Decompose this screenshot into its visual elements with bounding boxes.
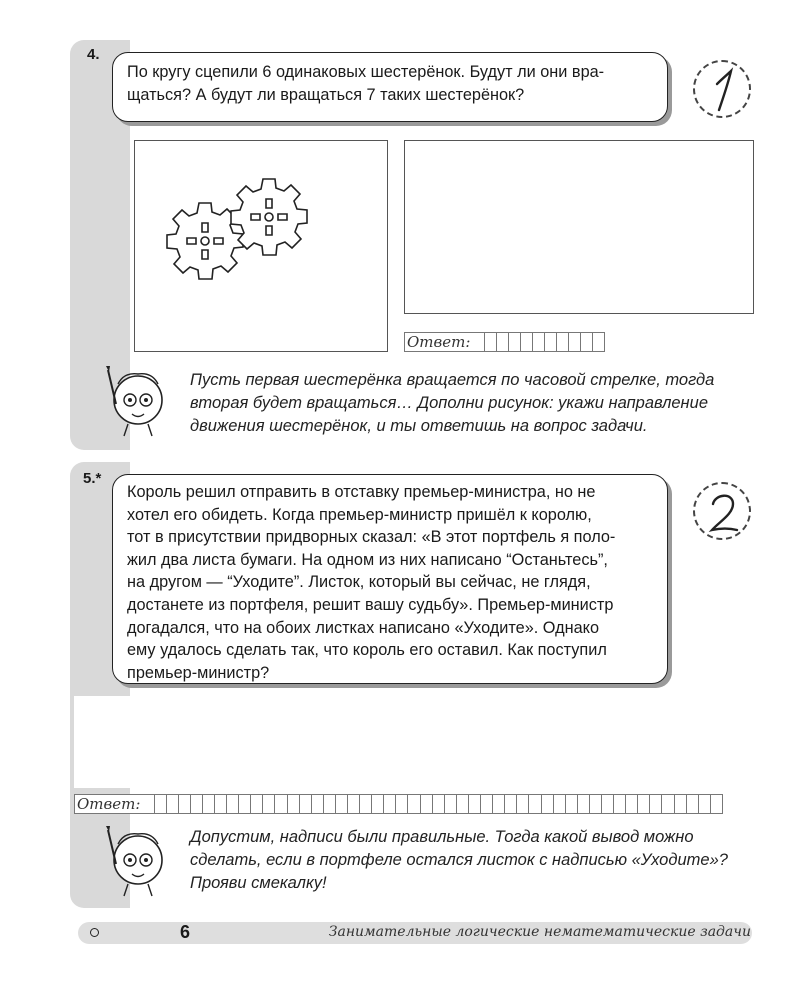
answer-cell[interactable] (142, 794, 154, 814)
answer-cell[interactable] (545, 332, 557, 352)
answer-cell[interactable] (336, 794, 348, 814)
answer-cell[interactable] (566, 794, 578, 814)
answer-cell[interactable] (554, 794, 566, 814)
answer-cell[interactable] (227, 794, 239, 814)
answer-cell[interactable] (578, 794, 590, 814)
answer-cell[interactable] (662, 794, 674, 814)
answer-cell[interactable] (497, 332, 509, 352)
answer-cell[interactable] (191, 794, 203, 814)
answer-cell[interactable] (275, 794, 287, 814)
answer-cell[interactable] (372, 794, 384, 814)
task-5-text-line: на другом — “Уходите”. Листок, который вы сейчас, не глядя, (127, 573, 591, 592)
answer-cell[interactable] (626, 794, 638, 814)
mascot-icon (94, 360, 174, 440)
answer-cell[interactable] (675, 794, 687, 814)
task-5-text-line: премьер-министр? (127, 663, 270, 682)
answer-cell[interactable] (569, 332, 581, 352)
answer-cell[interactable] (521, 332, 533, 352)
answer-cell[interactable] (529, 794, 541, 814)
answer-cell[interactable] (384, 794, 396, 814)
task-5-hint-line-2: сделать, если в портфеле остался листок с надписью «Уходите»? (190, 851, 728, 869)
gear-drawing-frame (134, 140, 388, 352)
task-4-hint-line-3: движения шестерёнок, и ты ответишь на вопрос задачи. (190, 417, 648, 435)
answer-cell[interactable] (581, 332, 593, 352)
task-5-hint (190, 826, 765, 895)
task-4-hint (190, 369, 760, 438)
answer-cell[interactable] (533, 332, 545, 352)
answer-cell[interactable] (396, 794, 408, 814)
answer-cell[interactable] (408, 794, 420, 814)
footer-book-title: Занимательные логические нематематические задачи (328, 924, 751, 940)
answer-cell[interactable] (481, 794, 493, 814)
answer-cell[interactable] (167, 794, 179, 814)
task-5-hint-line-1: Допустим, надписи были правильные. Тогда какой вывод можно (190, 828, 694, 846)
answer-cell[interactable] (203, 794, 215, 814)
circle-bullet-icon (90, 928, 99, 937)
answer-cell[interactable] (593, 332, 605, 352)
answer-cell[interactable] (493, 794, 505, 814)
task-5-text-line: жил два листа бумаги. На одном из них написано “Останьтесь”, (127, 550, 608, 569)
task-5-text-line: ему удалось сделать так, что король его оставил. Как поступил (127, 641, 607, 660)
answer-cell[interactable] (348, 794, 360, 814)
answer-cell[interactable] (457, 794, 469, 814)
answer-cell[interactable] (179, 794, 191, 814)
answer-cell[interactable] (505, 794, 517, 814)
answer-cell[interactable] (312, 794, 324, 814)
drawing-area[interactable] (404, 140, 754, 314)
answer-cell[interactable] (602, 794, 614, 814)
answer-cell[interactable] (469, 794, 481, 814)
task-5-answer-field[interactable] (74, 794, 723, 814)
task-5-text-line: тот в присутствии придворных сказал: «В этот портфель я поло- (127, 528, 616, 547)
answer-cell[interactable] (638, 794, 650, 814)
answer-cell[interactable] (557, 332, 569, 352)
task-5-question (112, 474, 668, 684)
task-5-level-badge (693, 482, 751, 540)
answer-cell[interactable] (472, 332, 484, 352)
answer-cell[interactable] (288, 794, 300, 814)
answer-cell[interactable] (509, 332, 521, 352)
task-4-text-line-2: щаться? А будут ли вращаться 7 таких шестерёнок? (127, 85, 525, 104)
answer-cell[interactable] (239, 794, 251, 814)
answer-cell[interactable] (215, 794, 227, 814)
task-4-number: 4. (87, 46, 100, 63)
answer-cell[interactable] (445, 794, 457, 814)
task-5-text-line: хотел его обидеть. Когда премьер-министр пришёл к королю, (127, 505, 592, 524)
mascot-icon (94, 820, 174, 900)
task-4-text-line-1: По кругу сцепили 6 одинаковых шестерёнок. Будут ли они вра- (127, 63, 605, 81)
answer-cell[interactable] (421, 794, 433, 814)
answer-cell[interactable] (711, 794, 723, 814)
task-5-number: 5.* (83, 470, 102, 487)
page-number: 6 (180, 922, 191, 942)
answer-cell[interactable] (251, 794, 263, 814)
answer-cell[interactable] (650, 794, 662, 814)
answer-cell[interactable] (485, 332, 497, 352)
answer-cell[interactable] (699, 794, 711, 814)
task-4-answer-field[interactable] (404, 332, 605, 352)
answer-cell[interactable] (517, 794, 529, 814)
answer-cell[interactable] (590, 794, 602, 814)
digit-two-icon (695, 484, 753, 542)
answer-cell[interactable] (155, 794, 167, 814)
task-4-question (112, 52, 668, 122)
answer-cell[interactable] (687, 794, 699, 814)
answer-cell[interactable] (263, 794, 275, 814)
answer-cell[interactable] (614, 794, 626, 814)
task-4-hint-line-2: вторая будет вращаться… Дополни рисунок: укажи направление (190, 394, 708, 412)
task-5-text-line: достанете из портфеля, решит вашу судьбу». Премьер-министр (127, 595, 614, 614)
answer-cell[interactable] (542, 794, 554, 814)
task-4-level-badge (693, 60, 751, 118)
task-5-text-line: догадался, что на обоих листках написано «Уходите». Однако (127, 618, 600, 637)
task-5-answer-label: Ответ: (74, 794, 142, 814)
task-4-hint-line-1: Пусть первая шестерёнка вращается по часовой стрелке, тогда (190, 371, 715, 389)
gears-icon (135, 141, 389, 353)
task-5-text-line: Король решил отправить в отставку премьер-министра, но не (127, 483, 596, 501)
task-5-writing-area[interactable] (74, 696, 759, 788)
answer-cell[interactable] (300, 794, 312, 814)
task-5-hint-line-3: Прояви смекалку! (190, 874, 327, 892)
digit-one-icon (695, 62, 753, 120)
answer-cell[interactable] (324, 794, 336, 814)
answer-cell[interactable] (360, 794, 372, 814)
answer-cell[interactable] (433, 794, 445, 814)
task-4-answer-label: Ответ: (404, 332, 472, 352)
